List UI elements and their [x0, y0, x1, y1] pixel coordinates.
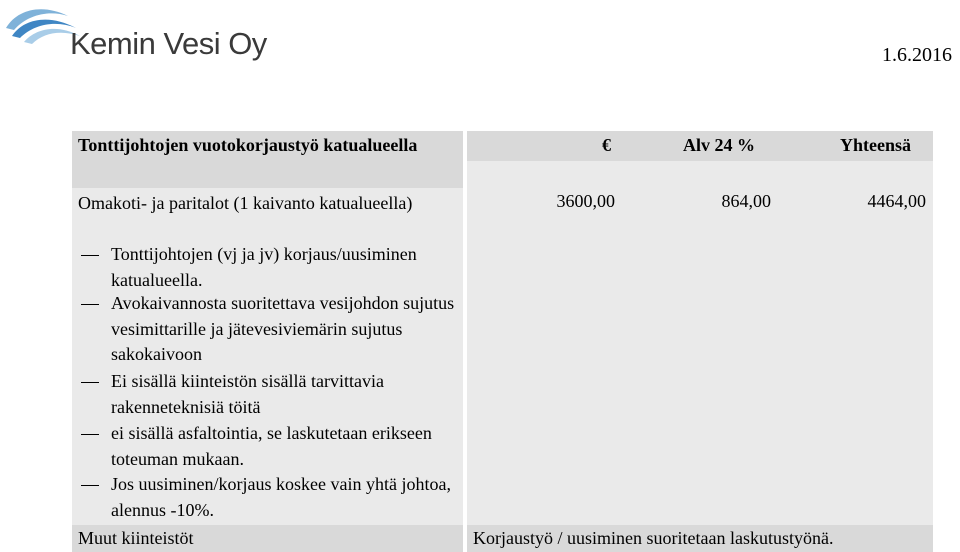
list-item-text: Tonttijohtojen (vj ja jv) korjaus/uusiminen katualueella. [111, 244, 417, 290]
list-item [78, 472, 463, 523]
company-name: Kemin Vesi Oy [70, 26, 267, 61]
column-header-vat: Alv 24 % [683, 135, 755, 155]
list-item-text: Avokaivannosta suoritettava vesijohdon sujutus vesimittarille ja jätevesiviemärin sujutus sakokaivoon [111, 293, 455, 364]
list-item [78, 421, 463, 472]
value-net: 3600,00 [556, 191, 615, 211]
list-item [78, 242, 463, 293]
row-values-cell [467, 161, 933, 525]
company-logo [4, 2, 267, 68]
footer-text-cell [467, 525, 933, 552]
column-header-total: Yhteensä [840, 135, 911, 155]
table-header-title-cell [72, 131, 463, 188]
column-header-euro: € [602, 135, 611, 155]
table-title: Tonttijohtojen vuotokorjaustyö katualueella [78, 135, 418, 155]
dash-bullet-icon [81, 304, 99, 305]
value-total: 4464,00 [867, 191, 926, 211]
document-date: 1.6.2016 [882, 44, 952, 66]
list-item-text: Ei sisällä kiinteistön sisällä tarvittavia rakenneteknisiä töitä [111, 371, 384, 417]
list-item-text: ei sisällä asfaltointia, se laskutetaan erikseen toteuman mukaan. [111, 423, 432, 469]
footer-text: Korjaustyö / uusiminen suoritetaan laskutustyönä. [473, 528, 834, 548]
footer-label: Muut kiinteistöt [78, 528, 194, 548]
list-item-text: Jos uusiminen/korjaus koskee vain yhtä johtoa, alennus -10%. [111, 474, 451, 520]
dash-bullet-icon [81, 485, 99, 486]
table-header-columns-cell [467, 131, 933, 161]
value-vat: 864,00 [721, 191, 771, 211]
list-item [78, 291, 463, 368]
footer-label-cell [72, 525, 463, 552]
dash-bullet-icon [81, 382, 99, 383]
row-description-cell [72, 188, 463, 525]
dash-bullet-icon [81, 434, 99, 435]
list-item [78, 369, 463, 420]
row-title: Omakoti- ja paritalot (1 kaivanto katualueella) [78, 193, 413, 213]
dash-bullet-icon [81, 255, 99, 256]
